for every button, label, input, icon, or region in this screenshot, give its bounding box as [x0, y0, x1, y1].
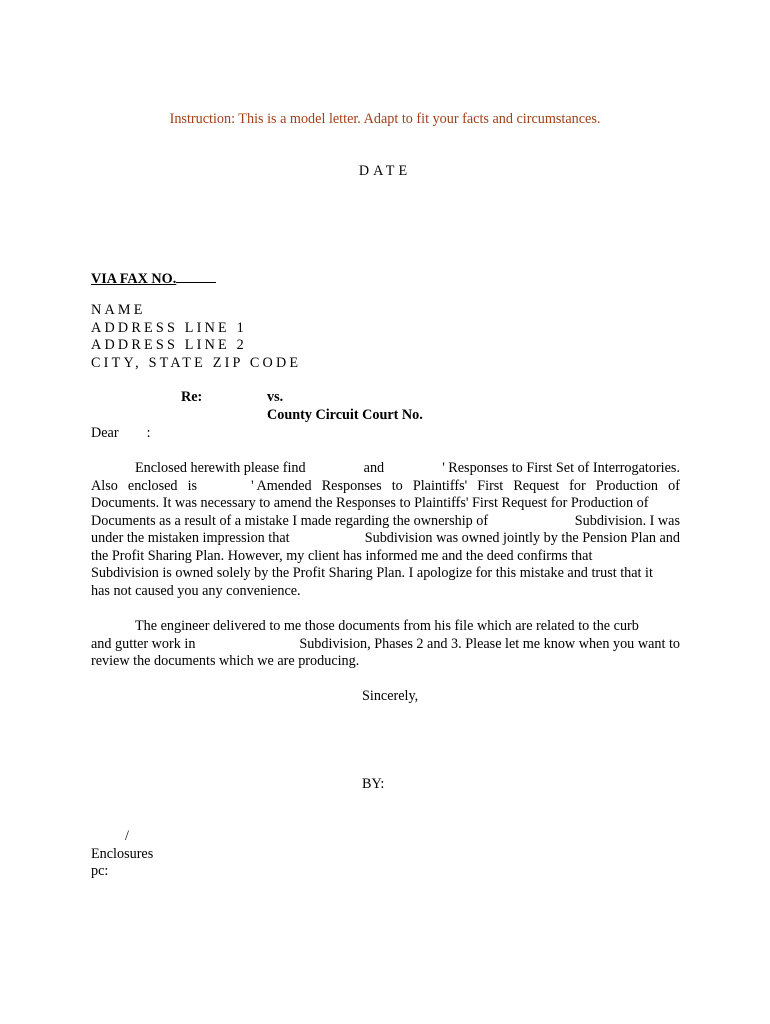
- paragraph-line: [91, 513, 680, 531]
- text-segment: Responses: [321, 477, 382, 494]
- paragraph-1: [91, 460, 680, 600]
- closing-sincerely: Sincerely,: [362, 688, 419, 704]
- salutation-colon: :: [146, 425, 151, 441]
- via-fax-line: [91, 268, 216, 289]
- text-segment: and: [363, 460, 385, 476]
- text-segment: Subdivision is owned solely by the Profit Sharing Plan. I apologize for this mistake and trust that it: [91, 565, 653, 581]
- paragraph-line: [91, 583, 680, 601]
- re-label: Re:: [181, 389, 203, 405]
- text-segment: the Profit Sharing Plan. However, my client has informed me and the deed confirms that: [91, 547, 593, 564]
- text-segment: for: [569, 477, 586, 494]
- instruction-note: Instruction: This is a model letter. Adapt to fit your facts and circumstances.: [169, 111, 601, 127]
- recipient-address: [91, 302, 301, 372]
- text-segment: is: [187, 477, 198, 494]
- letter-date: DATE: [358, 163, 412, 179]
- paragraph-line: [91, 478, 680, 496]
- via-fax-label: VIA FAX NO.: [91, 271, 177, 287]
- paragraph-line: [91, 636, 680, 654]
- paragraph-line: [91, 460, 680, 478]
- text-segment: Request: [513, 477, 560, 494]
- paragraph-2: [91, 618, 680, 671]
- re-vs: vs.: [267, 389, 284, 405]
- salutation: [91, 425, 151, 443]
- enclosures-label: Enclosures: [91, 846, 154, 862]
- text-segment: Enclosed herewith please find: [135, 460, 306, 476]
- text-segment: Subdivision, Phases 2 and 3. Please let me know when you want to: [299, 635, 680, 652]
- paragraph-line: [91, 530, 680, 548]
- text-segment: The engineer delivered to me those documents from his file which are related to the curb: [135, 618, 639, 634]
- text-segment: of: [668, 477, 680, 494]
- city-state-zip: CITY, STATE ZIP CODE: [91, 354, 302, 371]
- text-segment: Plaintiffs': [412, 477, 468, 494]
- text-segment: Subdivision. I was: [574, 512, 680, 529]
- initials-slash: /: [125, 828, 129, 844]
- text-segment: Subdivision was owned jointly by the Pension Plan and: [364, 530, 680, 546]
- text-segment: ' Responses to First Set of Interrogatories.: [442, 460, 680, 476]
- text-segment: under the mistaken impression that: [91, 530, 290, 546]
- signature-by: BY:: [362, 776, 385, 792]
- paragraph-line: [91, 618, 680, 636]
- text-segment: review the documents which we are producing.: [91, 653, 360, 669]
- text-segment: to: [391, 477, 403, 494]
- text-segment: has not caused you any convenience.: [91, 582, 301, 599]
- text-segment: Documents. It was necessary to amend the Responses to Plaintiffs' First Request for Production of: [91, 495, 649, 511]
- pc-label: pc:: [91, 863, 109, 879]
- fax-number-blank: [176, 268, 216, 283]
- text-segment: ' Amended: [251, 477, 312, 494]
- paragraph-line: [91, 565, 680, 583]
- recipient-name: NAME: [91, 302, 146, 318]
- text-segment: Documents as a result of a mistake I made regarding the ownership of: [91, 512, 489, 529]
- paragraph-line: [91, 548, 680, 566]
- text-segment: Also: [91, 477, 118, 494]
- text-segment: and gutter work in: [91, 635, 196, 652]
- text-segment: Production: [595, 477, 659, 494]
- paragraph-line: [91, 495, 680, 513]
- salutation-dear: Dear: [91, 425, 119, 441]
- address-line-2: ADDRESS LINE 2: [91, 337, 247, 353]
- paragraph-line: [91, 653, 680, 671]
- text-segment: enclosed: [127, 477, 178, 494]
- address-line-1: ADDRESS LINE 1: [91, 319, 247, 336]
- text-segment: First: [477, 477, 504, 494]
- re-court: County Circuit Court No.: [267, 407, 423, 423]
